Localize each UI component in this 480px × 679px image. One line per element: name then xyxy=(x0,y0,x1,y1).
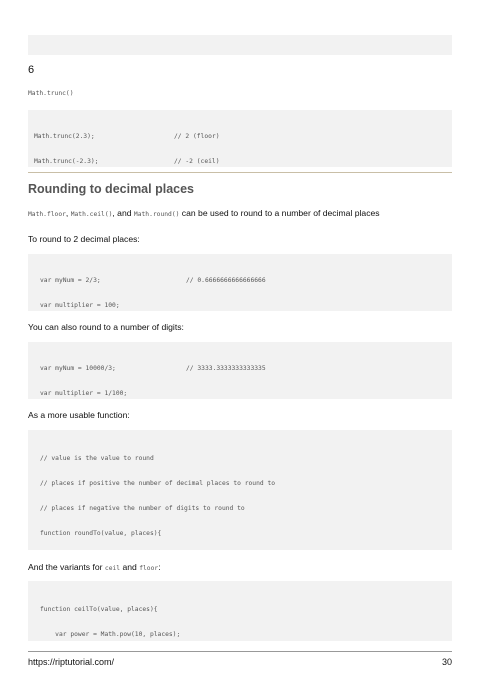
code-block-variants xyxy=(28,581,452,641)
code-line: // places if positive the number of decimal places to round to xyxy=(40,480,276,488)
code-line xyxy=(40,390,446,398)
page-number: 30 xyxy=(441,657,452,667)
code-line: // value is the value to round xyxy=(40,454,154,462)
inline-code: Math.ceil() xyxy=(70,211,113,218)
paragraph-digits: You can also round to a number of digits: xyxy=(28,322,184,332)
inline-code: Math.round() xyxy=(133,211,180,218)
text-span: , and xyxy=(112,208,134,218)
code-text: var multiplier = 100; xyxy=(40,302,120,310)
code-comment: // 2 (floor) xyxy=(174,132,220,140)
footer-url[interactable]: https://riptutorial.com/ xyxy=(28,657,115,667)
code-line: // places if negative the number of digits to round to xyxy=(40,505,245,513)
section-number: 6 xyxy=(28,64,35,76)
text-span: can be used to round to a number of decimal places xyxy=(179,208,380,218)
code-text: var myNum = 2/3; xyxy=(40,276,101,284)
code-comment: // -2 (ceil) xyxy=(174,158,220,166)
code-block-nan xyxy=(28,35,452,55)
text-span: And the variants for xyxy=(28,562,105,572)
code-block-two-places xyxy=(28,254,452,311)
inline-code: floor xyxy=(139,565,159,572)
paragraph-two-places: To round to 2 decimal places: xyxy=(28,234,140,244)
code-line xyxy=(40,365,446,373)
text-span: , xyxy=(65,208,71,218)
code-text: Math.trunc(-2.3); xyxy=(34,158,99,166)
inline-code: Math.floor xyxy=(28,211,66,218)
code-line: var power = Math.pow(10, places); xyxy=(40,631,181,639)
code-line xyxy=(40,302,446,310)
text-span: : xyxy=(158,562,161,572)
code-line: function ceilTo(value, places){ xyxy=(40,605,158,613)
code-line: function roundTo(value, places){ xyxy=(40,530,162,538)
code-comment: // 0.6666666666666666 xyxy=(186,276,266,284)
code-line xyxy=(34,133,446,141)
code-block-trunc xyxy=(28,110,452,167)
text-span: and xyxy=(120,562,140,572)
paragraph-variants xyxy=(28,562,161,572)
method-label: Math.trunc() xyxy=(28,90,74,97)
code-text: var multiplier = 1/100; xyxy=(40,390,128,398)
section-divider xyxy=(28,172,452,173)
intro-paragraph xyxy=(28,208,380,218)
code-line xyxy=(34,158,446,166)
footer-divider xyxy=(28,651,452,652)
code-text: var myNum = 10000/3; xyxy=(40,364,116,372)
code-block-digits xyxy=(28,342,452,399)
paragraph-function: As a more usable function: xyxy=(28,410,130,420)
code-block-function xyxy=(28,430,452,550)
code-comment: // 3333.3333333333335 xyxy=(186,364,266,372)
code-text: Math.trunc(2.3); xyxy=(34,132,95,140)
inline-code: ceil xyxy=(104,565,121,572)
section-heading: Rounding to decimal places xyxy=(28,182,194,196)
code-line xyxy=(40,277,446,285)
